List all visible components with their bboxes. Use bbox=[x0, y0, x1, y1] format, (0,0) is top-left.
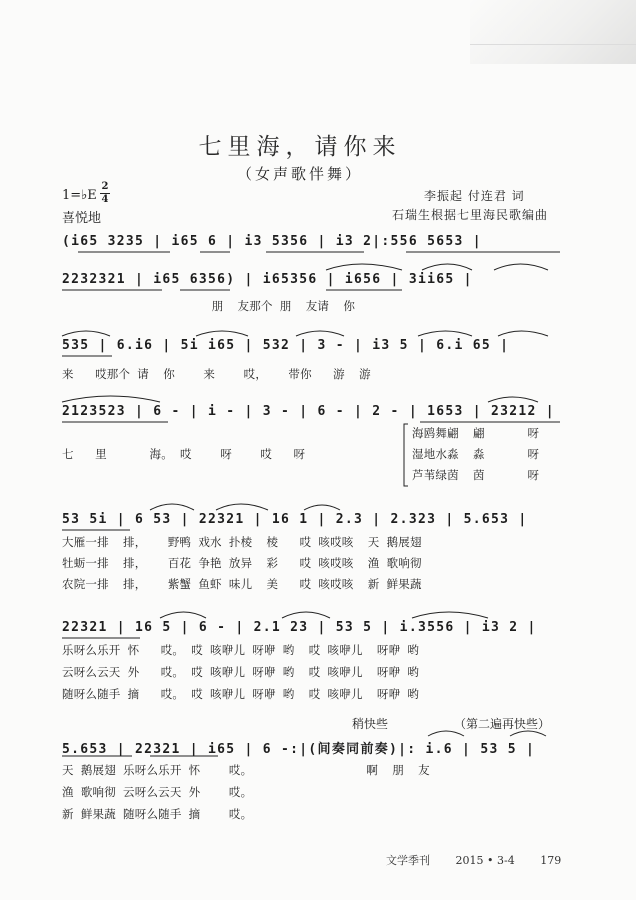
time-signature-bottom: 4 bbox=[101, 194, 109, 205]
lyric-line-verse-3: 农院一排 排， 紫蟹 鱼虾 味儿 美 哎 咳哎咳 新 鲜果蔬 bbox=[62, 577, 422, 591]
notation-line-5: 53 5i | 6 53 | 22321 | 16 1 | 2.3 | 2.323 | 5.653 | bbox=[62, 512, 528, 527]
lyric-line-verse-2: 湿地水淼 淼 呀 bbox=[412, 447, 540, 461]
lyric-line-verse-2: 渔 歌响彻 云呀么云天 外 哎。 bbox=[62, 785, 253, 799]
lyric-line: 来 哎那个 请 你 来 哎， 带你 游 游 bbox=[62, 367, 371, 381]
journal-name: 文学季刊 bbox=[386, 854, 430, 867]
lyric-line: 七 里 海。 哎 呀 哎 呀 bbox=[62, 447, 306, 461]
lyric-line-verse-1: 大雁一排 排， 野鸭 戏水 扑棱 棱 哎 咳哎咳 天 鹅展翅 bbox=[62, 535, 422, 549]
song-title: 七里海，请你来 bbox=[198, 134, 402, 160]
lyric-line-verse-3: 随呀么随手 摘 哎。 哎 咳咿儿 呀咿 哟 哎 咳咿儿 呀咿 哟 bbox=[62, 687, 420, 701]
lyric-line-verse-1: 天 鹅展翅 乐呀么乐开 怀 哎。 啊 朋 友 bbox=[62, 763, 430, 777]
notation-line-2: 2232321 | i65 6356) | i65356 | i656 | 3ii65 | bbox=[62, 272, 473, 287]
mood-marking: 喜悦地 bbox=[62, 211, 102, 226]
page-number: 179 bbox=[540, 854, 562, 867]
notation-line-3: 535 | 6.i6 | 5i i65 | 532 | 3 - | i3 5 | 6.i 65 | bbox=[62, 338, 510, 353]
notation-line-4: 2123523 | 6 - | i - | 3 - | 6 - | 2 - | 1653 | 23212 | bbox=[62, 404, 555, 419]
notation-line-6: 22321 | 16 5 | 6 - | 2.1 23 | 53 5 | i.3556 | i3 2 | bbox=[62, 620, 537, 635]
page-footer bbox=[386, 852, 583, 868]
song-subtitle: （女声歌伴舞） bbox=[236, 165, 363, 183]
lyric-line-verse-2: 云呀么云天 外 哎。 哎 咳咿儿 呀咿 哟 哎 咳咿儿 呀咿 哟 bbox=[62, 665, 420, 679]
composer-credit: 石瑞生根据七里海民歌编曲 bbox=[392, 208, 549, 222]
lyric-line-verse-1: 海鸥舞翩 翩 呀 bbox=[412, 426, 540, 440]
tempo-mark-second-pass: （第二遍再快些） bbox=[454, 717, 551, 731]
lyric-line-verse-3: 芦苇绿茵 茵 呀 bbox=[412, 468, 540, 482]
lyric-line-verse-2: 牡蛎一排 排， 百花 争艳 放异 彩 哎 咳哎咳 渔 歌响彻 bbox=[62, 556, 422, 570]
issue-number: 2015 • 3-4 bbox=[455, 854, 515, 867]
lyricist-credit: 李振起 付连君 词 bbox=[424, 189, 525, 203]
lyric-line: 朋 友那个 朋 友请 你 bbox=[62, 299, 356, 313]
tempo-mark: 稍快些 bbox=[352, 717, 389, 731]
lyric-line-verse-1: 乐呀么乐开 怀 哎。 哎 咳咿儿 呀咿 哟 哎 咳咿儿 呀咿 哟 bbox=[62, 643, 420, 657]
lyric-line-verse-3: 新 鲜果蔬 随呀么随手 摘 哎。 bbox=[62, 807, 253, 821]
notation-line-1: (i65 3235 | i65 6 | i3 5356 | i3 2|:556 5653 | bbox=[62, 234, 482, 249]
time-signature-top: 2 bbox=[101, 181, 109, 192]
notation-line-7: 5.653 | 22321 | i65 | 6 -:|(间奏同前奏)|: i.6 | 53 5 | bbox=[62, 742, 536, 757]
key-signature: 1=♭E bbox=[62, 188, 97, 203]
